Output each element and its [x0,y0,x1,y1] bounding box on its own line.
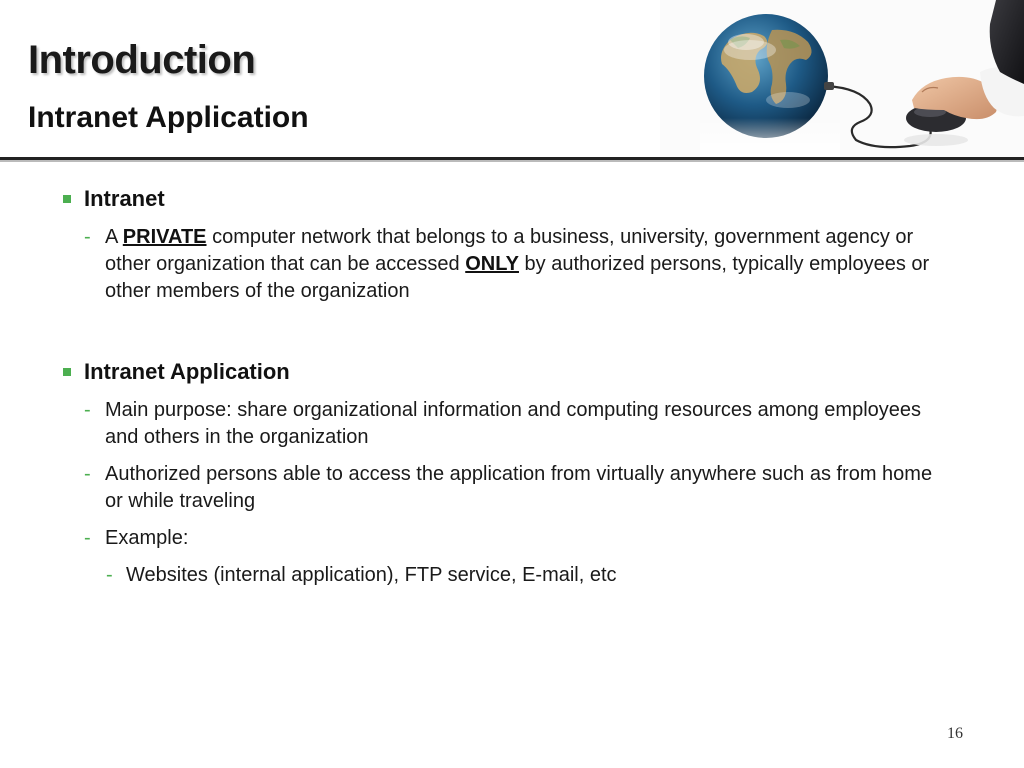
dash-bullet-icon: - [106,564,113,586]
sub-bullet [60,525,945,552]
sub-sub-bullet [60,562,946,589]
text-fragment: by authorized persons, typically employees or other members of the organization [105,253,930,302]
text-fragment: computer network that belongs to a business, university, government agency or other organization that can be accessed [105,226,914,275]
slide-subtitle: Intranet Application [28,101,309,134]
dash-bullet-icon: - [84,527,91,549]
sub-bullet [60,224,945,305]
emphasis-private: PRIVATE [122,226,207,248]
page-number: 16 [947,725,963,742]
slide-content [60,184,960,589]
header-divider-shadow [0,160,1024,162]
sub-bullet-text: Example: [105,527,189,549]
sub-sub-bullet-text: Websites (internal application), FTP service, E-mail, etc [126,564,617,586]
sub-bullet [60,461,945,515]
emphasis-only: ONLY [465,253,519,275]
slide-title: Introduction [28,38,256,82]
bullet-intranet [60,184,960,214]
dash-bullet-icon: - [84,226,91,248]
square-bullet-icon [63,195,71,203]
dash-bullet-icon: - [84,399,91,421]
sub-bullet-text: Main purpose: share organizational information and computing resources among employees and others in the organization [105,399,922,448]
header-image [660,0,1024,158]
sub-bullet-text: Authorized persons able to access the application from virtually anywhere such as from home or while traveling [105,463,933,512]
cable-plug [824,82,834,90]
bullet-heading: Intranet Application [84,359,290,384]
bullet-intranet-application [60,357,960,387]
square-bullet-icon [63,368,71,376]
text-fragment: A [105,226,123,248]
dash-bullet-icon: - [84,463,91,485]
sub-bullet [60,397,945,451]
bullet-heading: Intranet [84,186,165,211]
